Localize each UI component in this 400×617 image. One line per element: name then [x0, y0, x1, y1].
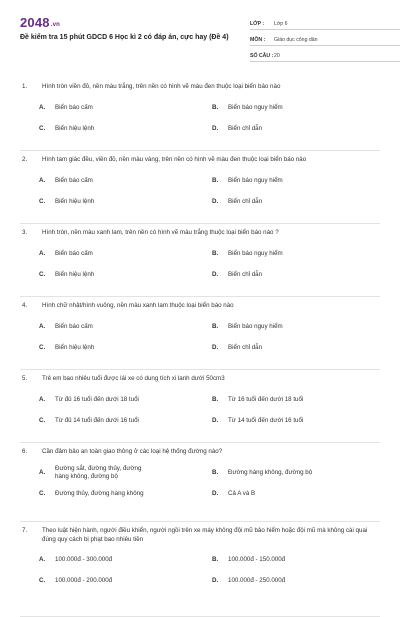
- option-text: Biển chỉ dẫn: [228, 343, 263, 351]
- document-meta: [250, 14, 400, 62]
- option-text: 100.000đ - 300.000đ: [55, 556, 113, 564]
- answer-options: [20, 171, 380, 213]
- option-letter: B.: [212, 176, 219, 184]
- option-letter: B.: [212, 468, 219, 476]
- option-letter: D.: [212, 197, 219, 205]
- question-list: [20, 78, 380, 617]
- question-number: 5.: [22, 375, 28, 382]
- question-item: [20, 224, 380, 297]
- answer-option[interactable]: [193, 338, 380, 359]
- document-title: Đề kiểm tra 15 phút GDCD 6 Học kì 2 có đáp án, cực hay (Đề 4): [20, 34, 229, 41]
- option-text: Biển báo cấm: [55, 103, 93, 111]
- option-text: Từ đủ 14 tuổi đến dưới 16 tuổi: [55, 416, 139, 424]
- option-text: Biển báo nguy hiểm: [228, 103, 283, 111]
- option-text: 100.000đ - 250.000đ: [228, 577, 286, 585]
- option-letter: C.: [39, 270, 46, 278]
- answer-option[interactable]: [193, 317, 380, 338]
- question-number: 3.: [22, 229, 28, 236]
- answer-option[interactable]: [193, 171, 380, 192]
- answer-option[interactable]: [193, 484, 380, 505]
- option-letter: D.: [212, 343, 219, 351]
- question-number: 6.: [22, 448, 28, 455]
- answer-option[interactable]: [20, 317, 193, 338]
- answer-option[interactable]: [20, 119, 193, 140]
- option-text: Biển báo cấm: [55, 176, 93, 184]
- option-letter: C.: [39, 197, 46, 205]
- question-item: [20, 370, 380, 443]
- answer-options: [20, 463, 380, 505]
- option-text: Từ đủ 16 tuổi đến dưới 18 tuổi: [55, 395, 139, 403]
- option-text: Biển hiệu lệnh: [55, 343, 95, 351]
- answer-option[interactable]: [20, 484, 193, 505]
- option-letter: C.: [39, 124, 46, 132]
- option-letter: B.: [212, 395, 219, 403]
- option-letter: C.: [39, 416, 46, 424]
- option-text: Biển báo cấm: [55, 322, 93, 330]
- option-text: Đường thủy, đường hàng không: [55, 489, 144, 497]
- option-letter: D.: [212, 124, 219, 132]
- option-text: Biển hiệu lệnh: [55, 197, 95, 205]
- option-letter: A.: [39, 556, 46, 564]
- option-letter: C.: [39, 489, 46, 497]
- answer-option[interactable]: [193, 550, 380, 571]
- answer-options: [20, 244, 380, 286]
- question-number: 4.: [22, 302, 28, 309]
- answer-option[interactable]: [193, 411, 380, 432]
- option-letter: A.: [39, 249, 46, 257]
- question-text: [20, 156, 380, 165]
- meta-value: 20: [274, 53, 280, 59]
- option-text: Biển báo nguy hiểm: [228, 322, 283, 330]
- page-header: [20, 0, 380, 62]
- option-text: Biển báo nguy hiểm: [228, 249, 283, 257]
- option-letter: A.: [39, 395, 46, 403]
- answer-option[interactable]: [20, 98, 193, 119]
- option-letter: B.: [212, 556, 219, 564]
- answer-option[interactable]: [20, 171, 193, 192]
- answer-option[interactable]: [20, 571, 193, 592]
- meta-row-class: [250, 14, 400, 30]
- option-text: 100.000đ - 150.000đ: [228, 556, 286, 564]
- meta-label: SỐ CÂU :: [250, 53, 274, 59]
- option-text: Từ 16 tuổi đến dưới 18 tuổi: [228, 395, 304, 403]
- question-text-content: Hình chữ nhật/hình vuông, nền màu xanh lam thuộc loại biển báo nào: [42, 302, 234, 309]
- meta-label: MÔN :: [250, 37, 266, 43]
- option-letter: A.: [39, 322, 46, 330]
- option-letter: C.: [39, 577, 46, 585]
- option-text: Biển báo cấm: [55, 249, 93, 257]
- meta-value: Lớp 6: [274, 21, 288, 27]
- question-item: [20, 522, 380, 617]
- question-text-content: Cần đảm bảo an toàn giao thông ở các loại hệ thống đường nào?: [42, 448, 223, 455]
- answer-option[interactable]: [193, 463, 380, 484]
- question-item: [20, 297, 380, 370]
- question-number: 2.: [22, 156, 28, 163]
- answer-option[interactable]: [193, 98, 380, 119]
- question-text-content: Hình tam giác đều, viền đỏ, nền màu vàng, trên nền có hình vẽ màu đen thuộc loại biển báo nào: [42, 156, 307, 163]
- answer-option[interactable]: [193, 390, 380, 411]
- meta-value: Giáo dục công dân: [274, 37, 318, 43]
- site-logo[interactable]: [20, 15, 60, 30]
- answer-option[interactable]: [193, 265, 380, 286]
- answer-option[interactable]: [20, 244, 193, 265]
- option-text: Đường hàng không, đường bộ: [228, 468, 313, 476]
- logo-tld: .vn: [50, 22, 61, 28]
- answer-option[interactable]: [20, 338, 193, 359]
- option-text: Từ 14 tuổi đến dưới 16 tuổi: [228, 416, 304, 424]
- option-letter: A.: [39, 468, 46, 476]
- option-text: Biển hiệu lệnh: [55, 270, 95, 278]
- option-letter: D.: [212, 577, 219, 585]
- question-item: [20, 443, 380, 522]
- answer-option[interactable]: [20, 390, 193, 411]
- answer-options: [20, 550, 380, 592]
- answer-options: [20, 98, 380, 140]
- option-text: Biển hiệu lệnh: [55, 124, 95, 132]
- option-text: Biển chỉ dẫn: [228, 197, 263, 205]
- question-number: 7.: [22, 527, 28, 534]
- option-letter: A.: [39, 176, 46, 184]
- question-text: [20, 229, 380, 238]
- option-text: Biển báo nguy hiểm: [228, 176, 283, 184]
- question-text: [20, 302, 380, 311]
- answer-option[interactable]: [193, 244, 380, 265]
- option-text: Biển chỉ dẫn: [228, 270, 263, 278]
- question-text: [20, 448, 380, 457]
- answer-option[interactable]: [20, 411, 193, 432]
- option-text: Đường sắt, đường thủy, đường hàng không, đường bộ: [55, 464, 142, 480]
- meta-row-subject: [250, 30, 400, 46]
- question-text: [20, 375, 380, 384]
- question-item: [20, 151, 380, 224]
- option-letter: D.: [212, 489, 219, 497]
- option-text: Biển chỉ dẫn: [228, 124, 263, 132]
- question-text-content: Hình tròn viền đỏ, nền màu trắng, trên nền có hình vẽ màu đen thuộc loại biển báo nào: [42, 83, 281, 90]
- option-letter: A.: [39, 103, 46, 111]
- option-text: Cả A và B: [228, 489, 256, 497]
- question-text: [20, 83, 380, 92]
- option-letter: D.: [212, 270, 219, 278]
- question-text-content: Trẻ em bao nhiêu tuổi được lái xe có dung tích xi lanh dưới 50cm3: [42, 375, 225, 382]
- question-number: 1.: [22, 83, 28, 90]
- answer-option[interactable]: [193, 571, 380, 592]
- answer-option[interactable]: [20, 550, 193, 571]
- answer-option[interactable]: [20, 463, 193, 484]
- option-letter: B.: [212, 322, 219, 330]
- meta-label: LỚP :: [250, 21, 265, 27]
- question-item: [20, 78, 380, 151]
- option-letter: C.: [39, 343, 46, 351]
- option-letter: B.: [212, 249, 219, 257]
- answer-option[interactable]: [20, 192, 193, 213]
- answer-option[interactable]: [193, 192, 380, 213]
- question-text: [20, 527, 380, 544]
- answer-option[interactable]: [193, 119, 380, 140]
- answer-options: [20, 317, 380, 359]
- logo-text: 2048: [20, 15, 50, 30]
- option-letter: D.: [212, 416, 219, 424]
- option-text: 100.000đ - 200.000đ: [55, 577, 113, 585]
- option-letter: B.: [212, 103, 219, 111]
- answer-options: [20, 390, 380, 432]
- answer-option[interactable]: [20, 265, 193, 286]
- question-text-content: Hình tròn, nền màu xanh lam, trên nền có hình vẽ màu trắng thuộc loại biển báo nào ?: [42, 229, 279, 236]
- meta-row-count: [250, 46, 400, 62]
- question-text-content: Theo luật hiện hành, người điều khiển, người ngồi trên xe máy không đội mũ bảo hiểm hoặc đội mũ mà không cài quai đúng quy cách bị phạt bao nhiêu tiền: [42, 527, 368, 543]
